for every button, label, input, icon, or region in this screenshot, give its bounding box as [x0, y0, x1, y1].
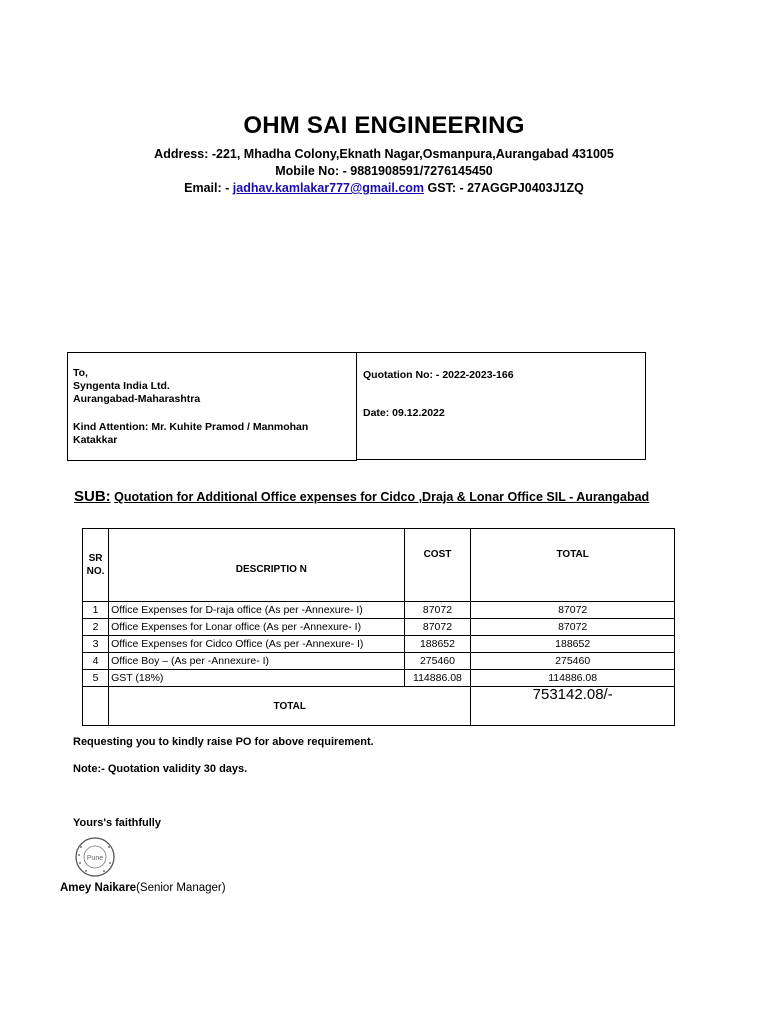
- row-sr: 2: [83, 619, 109, 636]
- row-description: Office Boy – (As per -Annexure- I): [109, 653, 404, 670]
- validity-note: Note:- Quotation validity 30 days.: [73, 763, 248, 775]
- row-cost: 87072: [404, 602, 471, 619]
- recipient-to: To,: [73, 367, 88, 379]
- header-sr: SR NO.: [83, 529, 109, 602]
- company-mobile: Mobile No: - 9881908591/7276145450: [275, 164, 493, 178]
- signature-line: [60, 882, 226, 894]
- row-cost: 275460: [404, 653, 471, 670]
- row-total: 87072: [471, 619, 675, 636]
- company-contact-line: [0, 181, 768, 195]
- stamp-text: Pune: [86, 855, 104, 862]
- table-header-row: [83, 529, 675, 602]
- email-link[interactable]: jadhav.kamlakar777@gmail.com: [232, 181, 425, 195]
- request-note: Requesting you to kindly raise PO for above requirement.: [73, 736, 374, 748]
- company-name: OHM SAI ENGINEERING: [243, 112, 525, 139]
- recipient-company: Syngenta India Ltd.: [73, 380, 170, 392]
- row-cost: 114886.08: [404, 670, 471, 687]
- total-row-blank: [83, 687, 109, 726]
- subject-line: [74, 488, 649, 505]
- header-total: TOTAL: [471, 529, 675, 602]
- header-description: DESCRIPTIO N: [109, 529, 404, 602]
- table-row: [83, 636, 675, 653]
- row-description: Office Expenses for D-raja office (As per -Annexure- I): [109, 602, 404, 619]
- header-cost: COST: [404, 529, 471, 602]
- total-label: TOTAL: [109, 687, 471, 726]
- email-label: Email: -: [184, 181, 230, 195]
- quotation-info-box: [356, 352, 646, 460]
- recipient-location: Aurangabad-Maharashtra: [73, 393, 201, 405]
- gst-number: GST: - 27AGGPJ0403J1ZQ: [427, 181, 584, 195]
- row-total: 188652: [471, 636, 675, 653]
- signatory-name: Amey Naikare: [60, 882, 137, 894]
- closing-text: Yours's faithfully: [73, 817, 161, 829]
- row-sr: 4: [83, 653, 109, 670]
- row-cost: 87072: [404, 619, 471, 636]
- recipient-box: [67, 352, 357, 461]
- total-row: [83, 687, 675, 726]
- quotation-table: [82, 528, 675, 726]
- signatory-title: (Senior Manager): [136, 882, 226, 894]
- row-description: GST (18%): [109, 670, 404, 687]
- recipient-attention: Kind Attention: Mr. Kuhite Pramod / Manmohan Katakkar: [73, 421, 309, 446]
- subject-label: SUB:: [74, 488, 111, 505]
- row-total: 114886.08: [471, 670, 675, 687]
- row-sr: 5: [83, 670, 109, 687]
- table-row: [83, 653, 675, 670]
- table-row: [83, 602, 675, 619]
- company-address: Address: -221, Mhadha Colony,Eknath Nagar,Osmanpura,Aurangabad 431005: [154, 147, 614, 161]
- quotation-date: Date: 09.12.2022: [363, 407, 445, 419]
- row-cost: 188652: [404, 636, 471, 653]
- row-description: Office Expenses for Lonar office (As per -Annexure- I): [109, 619, 404, 636]
- grand-total: 753142.08/-: [471, 687, 675, 726]
- row-total: 275460: [471, 653, 675, 670]
- subject-text: Quotation for Additional Office expenses for Cidco ,Draja & Lonar Office SIL - Aurangabad: [114, 490, 650, 504]
- company-stamp-icon: [70, 835, 120, 879]
- row-total: 87072: [471, 602, 675, 619]
- row-sr: 3: [83, 636, 109, 653]
- quotation-number: Quotation No: - 2022-2023-166: [363, 369, 514, 381]
- row-description: Office Expenses for Cidco Office (As per -Annexure- I): [109, 636, 404, 653]
- table-row: [83, 619, 675, 636]
- row-sr: 1: [83, 602, 109, 619]
- table-row: [83, 670, 675, 687]
